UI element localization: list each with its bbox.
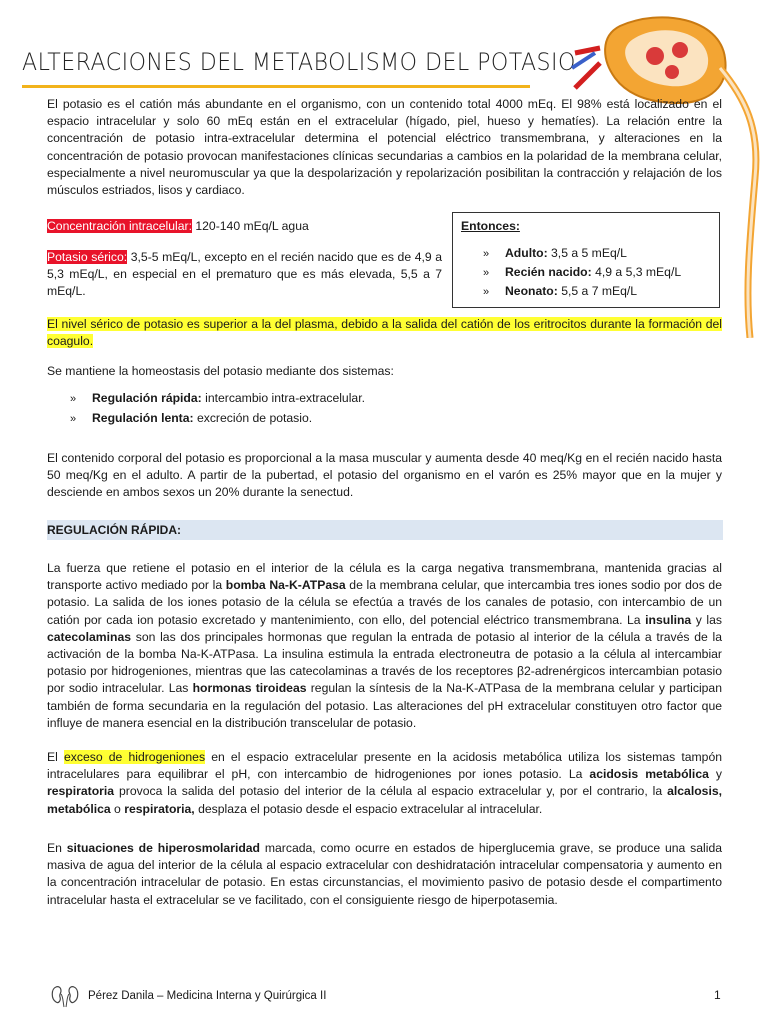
summary-box xyxy=(452,212,720,308)
body-content-paragraph: El contenido corporal del potasio es proporcional a la masa muscular y aumenta desde 40 meq/Kg en el recién nacido hasta 50 meq/Kg en el adulto. A partir de la pubertad, el potasio del organismo en el varón es 25% mayor que en la mujer y desciende en ambos sexos un 20% durante la senectud. xyxy=(47,451,722,500)
list-item: » Regulación rápida: intercambio intra-extracelular. xyxy=(70,391,365,405)
footer xyxy=(50,984,326,1008)
serum-potassium xyxy=(47,249,442,301)
intracellular-label: Concentración intracelular: xyxy=(47,219,192,233)
summary-item-adult: » Adulto: 3,5 a 5 mEq/L xyxy=(483,246,627,260)
page-number: 1 xyxy=(714,988,721,1002)
footer-author: Pérez Danila – Medicina Interna y Quirúrgica II xyxy=(88,990,327,1002)
list-item: » Regulación lenta: excreción de potasio. xyxy=(70,411,313,425)
intracellular-value: 120-140 mEq/L agua xyxy=(191,219,309,233)
homeostasis-paragraph: Se mantiene la homeostasis del potasio mediante dos sistemas: xyxy=(47,364,394,378)
highlighted-paragraph: El nivel sérico de potasio es superior a la del plasma, debido a la salida del catión de los eritrocitos durante la formación del coagulo. xyxy=(47,317,722,349)
title-underline xyxy=(22,85,530,88)
page-title: ALTERACIONES DEL METABOLISMO DEL POTASIO xyxy=(22,48,576,76)
hyperosmolarity-paragraph: En situaciones de hiperosmolaridad marcada, como ocurre en estados de hiperglucemia grave, se produce una salida masiva de agua del interior de la célula al espacio extracelular con deshidratación intracelular compensatoria y aumento en la concentración intracelular de potasio. En estas circunstancias, el movimiento pasivo de potasio desde el compartimento intracelular hasta el extracelular se ve facilitado, con el consiguiente riesgo de hiperpotasemia. xyxy=(47,841,723,907)
kidneys-icon xyxy=(50,984,80,1008)
intro-paragraph: El potasio es el catión más abundante en el organismo, con un contenido total 4000 mEq. El 98% está localizado en el espacio intracelular y solo 60 mEq están en el extracelular (hígado, piel, hueso y hematíes). La relación entre la concentración de potasio intra-extracelular determina el potencial eléctrico transmembrana, y alteraciones en la concentración de potasio provocan manifestaciones clínicas secundarias a cambios en la polaridad de la membrana celular, especialmente a nivel neuromuscular ya que la despolarización y repolarización posibilitan la contracción y relajación de los músculos estriados, lisos y cardiaco. xyxy=(47,97,722,198)
summary-box-title: Entonces: xyxy=(461,219,520,233)
summary-item-neonate: » Neonato: 5,5 a 7 mEq/L xyxy=(483,284,638,298)
regulation-systems-list xyxy=(70,389,365,429)
rapid-regulation-paragraph: La fuerza que retiene el potasio en el interior de la célula es la carga negativa transmembrana, mantenida gracias al transporte activo mediado por la bomba Na-K-ATPasa de la membrana celular, que intercambia tres iones sodio por dos de potasio. La salida de los iones potasio de la célula se efectúa a través de los canales de potasio, con intercambio de un catión por cada ion potasio excretado y mantenimiento, con ello, del potencial eléctrico transmembrana. La insulina y las catecolaminas son las dos principales hormonas que regulan la entrada de potasio al interior de la célula a través de la activación de la bomba Na-K-ATPasa. La insulina estimula la entrada electroneutra de potasio a la célula al intercambiar potasio por hidrogeniones, mientras que las catecolaminas a través de los receptores β2-adrenérgicos intercambian potasio por sodio intracelular. Las hormonas tiroideas regulan la síntesis de la Na-K-ATPasa de la membrana celular y participan también de forma secundaria en la regulación del potasio. Las alteraciones del pH extracelular constituyen otro factor que influye de manera esencial en la distribución transcelular de potasio. xyxy=(47,561,723,730)
serum-value: 3,5-5 mEq/L, excepto en el recién nacido que es de 4,9 a 5,3 mEq/L, en especial en el prematuro que es más elevada, 5,5 a 7 mEq/L. xyxy=(47,250,443,299)
summary-item-newborn: » Recién nacido: 4,9 a 5,3 mEq/L xyxy=(483,265,682,279)
section-heading-rapid-regulation: REGULACIÓN RÁPIDA: xyxy=(47,520,723,540)
serum-label: Potasio sérico: xyxy=(47,250,128,264)
hydrogen-ions-paragraph: El exceso de hidrogeniones en el espacio extracelular presente en la acidosis metabólica utiliza los sistemas tampón intracelulares para equilibrar el pH, con intercambio de hidrogeniones por iones potasio. La acidosis metabólica y respiratoria provoca la salida del potasio del interior de la célula al espacio extracelular y, por el contrario, la alcalosis, metabólica o respiratoria, desplaza el potasio desde el espacio extracelular al intracelular. xyxy=(47,750,723,816)
intracellular-concentration xyxy=(47,218,442,235)
